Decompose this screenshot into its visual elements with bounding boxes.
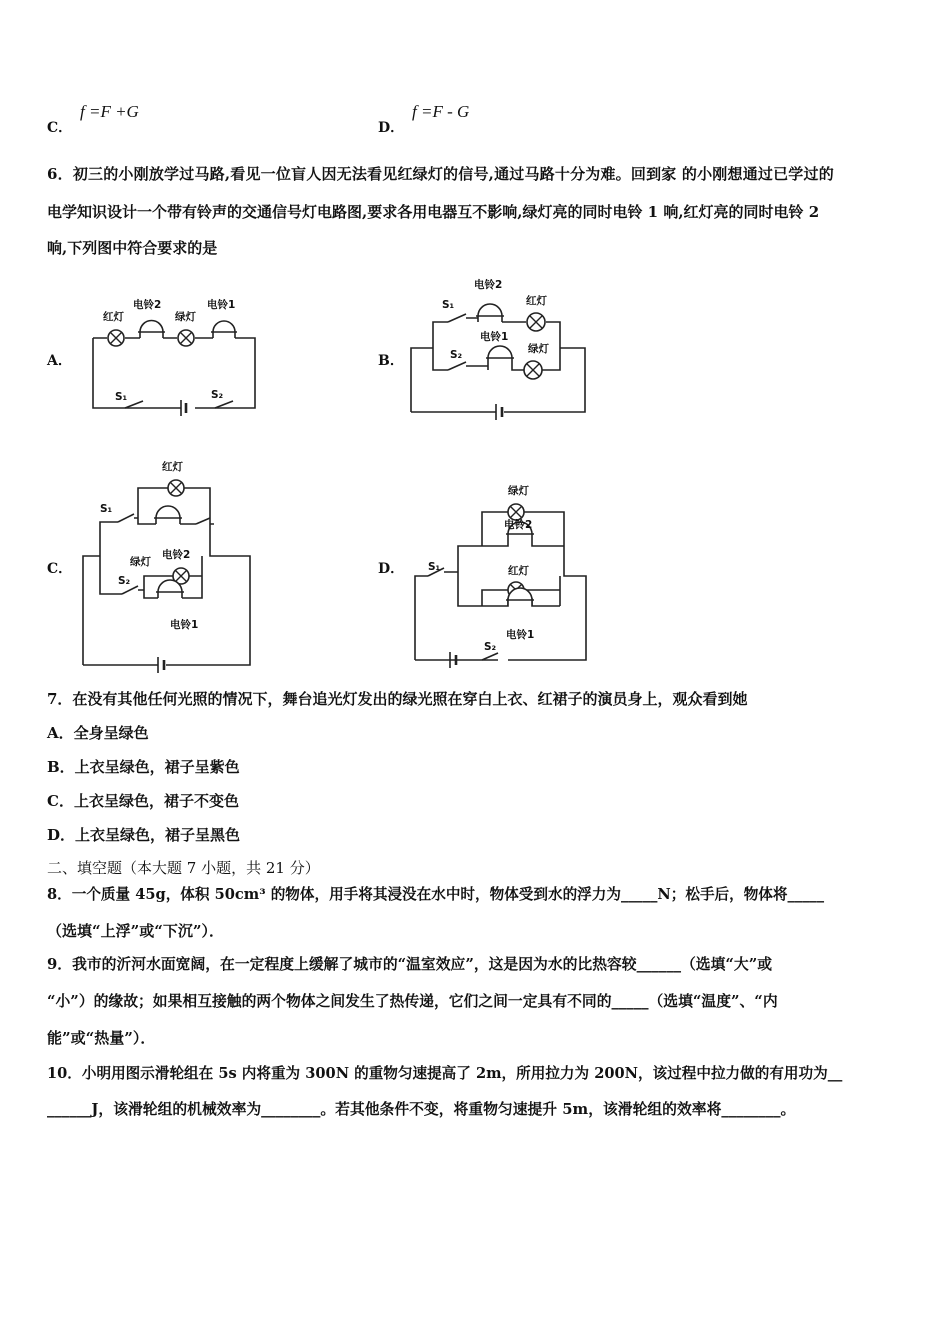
q9-line1: 9．我市的沂河水面宽阔，在一定程度上缓解了城市的“温室效应”，这是因为水的比热容较______（选填“大”或 bbox=[47, 956, 773, 973]
q6-stem-line1: 6．初三的小刚放学过马路,看见一位盲人因无法看见红绿灯的信号,通过马路十分为难。回到家 的小刚想通过已学过的 bbox=[47, 165, 834, 183]
switch-upper-right-icon bbox=[196, 518, 210, 524]
q7-option-a: A．全身呈绿色 bbox=[47, 724, 149, 742]
circuit-c-red-lamp-label: 红灯 bbox=[162, 461, 183, 473]
circuit-c-bell1-label: 电铃1 bbox=[170, 619, 199, 631]
circuit-d-red-lamp-label: 红灯 bbox=[508, 565, 529, 577]
q6-stem-line3: 响,下列图中符合要求的是 bbox=[47, 239, 218, 257]
q10-line1: 10．小明用图示滑轮组在 5s 内将重为 300N 的重物匀速提高了 2m，所用拉力为 200N，该过程中拉力做的有用功为__ bbox=[47, 1065, 843, 1082]
bell-upper-icon bbox=[154, 506, 182, 524]
circuit-c-bell2-label: 电铃2 bbox=[162, 549, 191, 561]
q6-option-a-label: A． bbox=[47, 353, 72, 369]
bell1-icon bbox=[486, 346, 514, 364]
circuit-a bbox=[85, 290, 265, 420]
q6-option-b-label: B． bbox=[378, 353, 404, 369]
battery-icon bbox=[496, 404, 502, 420]
circuit-d-bell1-label: 电铃1 bbox=[506, 629, 535, 641]
section2-title: 二、填空题（本大题 7 小题，共 21 分） bbox=[47, 859, 320, 877]
switch-s2-icon bbox=[482, 653, 498, 660]
switch-s2-icon bbox=[122, 586, 138, 594]
circuit-b bbox=[408, 272, 593, 422]
q7-option-b: B．上衣呈绿色，裙子呈紫色 bbox=[47, 758, 240, 776]
q8-line1: 8．一个质量 45g，体积 50cm³ 的物体，用手将其浸没在水中时，物体受到水的浮力为_____N；松手后，物体将_____ bbox=[47, 886, 824, 903]
q5-option-c-formula: f =F +G bbox=[80, 102, 139, 121]
bell2-icon bbox=[138, 321, 165, 338]
red-lamp-icon bbox=[527, 313, 545, 331]
green-lamp-icon bbox=[524, 361, 542, 379]
battery-icon bbox=[158, 657, 164, 673]
circuit-d-green-lamp-label: 绿灯 bbox=[508, 485, 529, 497]
q5-option-d-formula: f =F - G bbox=[412, 102, 470, 121]
circuit-d-s2-label: S₂ bbox=[484, 641, 497, 653]
q5-option-d-label: D． bbox=[378, 120, 405, 136]
q7-option-c: C．上衣呈绿色，裙子不变色 bbox=[47, 792, 239, 810]
red-lamp-icon bbox=[108, 330, 124, 346]
circuit-c bbox=[78, 460, 258, 670]
q6-stem-line2: 电学知识设计一个带有铃声的交通信号灯电路图,要求各用电器互不影响,绿灯亮的同时电铃 1 响,红灯亮的同时电铃 2 bbox=[47, 203, 820, 221]
battery-icon bbox=[181, 400, 186, 416]
circuit-a-green-lamp-label: 绿灯 bbox=[175, 311, 196, 323]
circuit-b-s1-label: S₁ bbox=[442, 299, 455, 311]
circuit-b-green-lamp-label: 绿灯 bbox=[528, 343, 549, 355]
q6-option-c-label: C． bbox=[47, 561, 73, 577]
q9-line2: “小”）的缘故；如果相互接触的两个物体之间发生了热传递，它们之间一定具有不同的_____（选填“温度”、“内 bbox=[47, 993, 778, 1010]
q7-stem: 7．在没有其他任何光照的情况下，舞台追光灯发出的绿光照在穿白上衣、红裙子的演员身上，观众看到她 bbox=[47, 690, 748, 708]
q8-line2: （选填“上浮”或“下沉”）． bbox=[47, 922, 225, 940]
green-lamp-icon bbox=[508, 504, 524, 520]
circuit-c-s2-label: S₂ bbox=[118, 575, 131, 587]
switch-s2-icon bbox=[448, 362, 466, 370]
circuit-d-bell2-label: 电铃2 bbox=[504, 519, 533, 531]
q10-line2: ______J，该滑轮组的机械效率为________。若其他条件不变，将重物匀速提升 5m，该滑轮组的效率将________。 bbox=[47, 1101, 796, 1118]
q5-option-c-label: C． bbox=[47, 120, 73, 136]
q7-option-d: D．上衣呈绿色，裙子呈黑色 bbox=[47, 826, 241, 844]
circuit-a-s1-label: S₁ bbox=[115, 391, 128, 403]
bell2-icon bbox=[476, 304, 504, 322]
q9-line3: 能”或“热量”）． bbox=[47, 1029, 156, 1047]
switch-s1-icon bbox=[118, 514, 134, 522]
circuit-c-green-lamp-label: 绿灯 bbox=[130, 556, 151, 568]
q6-option-d-label: D． bbox=[378, 561, 405, 577]
bell1-icon bbox=[211, 321, 237, 338]
green-lamp-icon bbox=[178, 330, 194, 346]
switch-s2-icon bbox=[215, 401, 233, 408]
circuit-a-bell2-label: 电铃2 bbox=[133, 299, 162, 311]
circuit-d-s1-label: S₁ bbox=[428, 561, 441, 573]
circuit-a-s2-label: S₂ bbox=[211, 389, 224, 401]
circuit-b-s2-label: S₂ bbox=[450, 349, 463, 361]
switch-s1-icon bbox=[448, 314, 466, 322]
circuit-b-bell1-label: 电铃1 bbox=[480, 331, 509, 343]
circuit-a-bell1-label: 电铃1 bbox=[207, 299, 236, 311]
circuit-c-s1-label: S₁ bbox=[100, 503, 113, 515]
circuit-a-red-lamp-label: 红灯 bbox=[103, 311, 124, 323]
switch-s1-icon bbox=[125, 401, 143, 408]
red-lamp-icon bbox=[168, 480, 184, 496]
circuit-b-red-lamp-label: 红灯 bbox=[526, 295, 547, 307]
circuit-d bbox=[410, 478, 595, 668]
circuit-b-bell2-label: 电铃2 bbox=[474, 279, 503, 291]
